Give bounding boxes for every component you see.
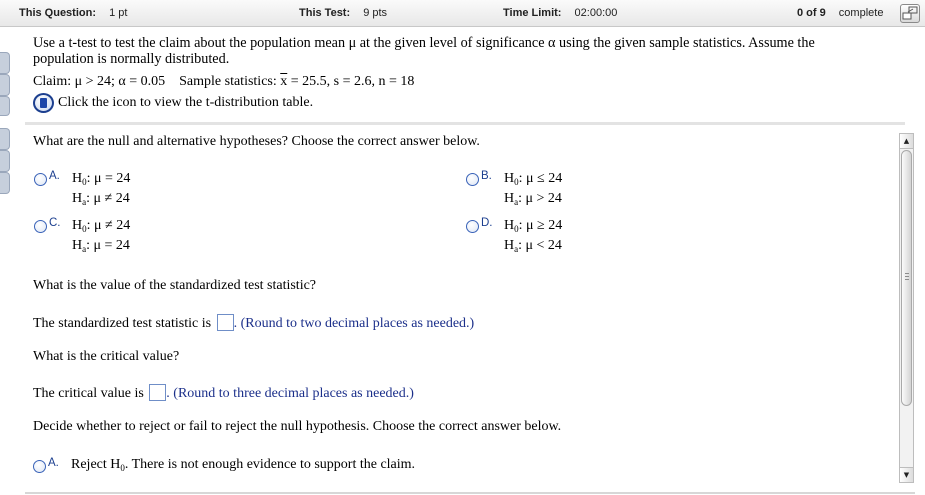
- test-statistic-input[interactable]: [217, 314, 234, 331]
- radio-c[interactable]: [34, 220, 47, 233]
- decision-letter-a: A.: [48, 457, 59, 469]
- hypothesis-option-a[interactable]: [34, 171, 414, 215]
- option-letter-b: B.: [481, 170, 492, 182]
- null-hypothesis-a: $H_0$: μ = 24: [72, 171, 131, 187]
- critical-value-prompt: What is the critical value?: [33, 349, 180, 364]
- sample-stats-label: Sample statistics:: [179, 74, 281, 89]
- test-statistic-prompt: What is the value of the standardized test statistic?: [33, 278, 317, 293]
- progress-label: complete: [838, 7, 884, 19]
- claim-line: [33, 74, 414, 90]
- radio-b[interactable]: [466, 173, 479, 186]
- null-hypothesis-d: $H_0$: μ ≥ 24: [504, 218, 563, 234]
- expand-window-button[interactable]: [900, 4, 920, 23]
- side-tab-2[interactable]: [0, 74, 10, 96]
- expand-window-icon: [902, 6, 918, 21]
- hypothesis-option-b[interactable]: [466, 171, 846, 215]
- null-hypothesis-c: $H_0$: μ ≠ 24: [72, 218, 131, 234]
- critical-value-input[interactable]: [149, 384, 166, 401]
- scroll-thumb[interactable]: [901, 150, 912, 406]
- this-test-info: [299, 7, 387, 19]
- assignment-header: [0, 0, 925, 27]
- progress-count: 0 of 9: [797, 7, 826, 19]
- section-divider: [25, 122, 905, 125]
- time-limit-label: Time Limit:: [503, 7, 562, 19]
- test-statistic-note: . (Round to two decimal places as needed.): [233, 316, 475, 331]
- this-test-label: This Test:: [299, 7, 351, 19]
- critical-value-lead: The critical value is: [33, 386, 148, 401]
- critical-value-line: [33, 384, 414, 402]
- alt-hypothesis-c: $H_a$: μ = 24: [72, 238, 130, 254]
- test-statistic-lead: The standardized test statistic is: [33, 316, 215, 331]
- this-test-points: 9 pts: [363, 7, 388, 19]
- hypotheses-prompt: What are the null and alternative hypotheses? Choose the correct answer below.: [33, 134, 480, 149]
- null-hypothesis-b: $H_0$: μ ≤ 24: [504, 171, 563, 187]
- scroll-down-icon[interactable]: ▼: [900, 467, 913, 482]
- side-tab-3[interactable]: [0, 96, 10, 116]
- decision-text-a: Reject $H_0$. There is not enough evidence to support the claim.: [71, 457, 416, 473]
- decision-option-a[interactable]: [33, 457, 633, 477]
- bottom-border: [25, 492, 915, 494]
- answer-scrollbar[interactable]: [899, 133, 914, 483]
- radio-d[interactable]: [466, 220, 479, 233]
- time-limit-info: [503, 7, 617, 19]
- alt-hypothesis-d: $H_a$: μ < 24: [504, 238, 562, 254]
- alt-hypothesis-b: $H_a$: μ > 24: [504, 191, 562, 207]
- alt-hypothesis-a: $H_a$: μ ≠ 24: [72, 191, 130, 207]
- sample-mean-symbol: $\overline{x}$: [280, 74, 288, 89]
- t-table-link[interactable]: [33, 93, 313, 113]
- side-tab-5[interactable]: [0, 150, 10, 172]
- time-limit-value: 02:00:00: [574, 7, 618, 19]
- hypothesis-option-c[interactable]: [34, 218, 414, 262]
- answer-pane: [25, 126, 899, 495]
- side-tab-4[interactable]: [0, 128, 10, 150]
- option-letter-a: A.: [49, 170, 60, 182]
- scroll-up-icon[interactable]: ▲: [900, 134, 913, 149]
- this-question-points: 1 pt: [109, 7, 128, 19]
- this-question-label: This Question:: [19, 7, 96, 19]
- hypothesis-option-d[interactable]: [466, 218, 846, 262]
- claim-text: Claim: μ > 24; α = 0.05: [33, 74, 166, 89]
- sample-stats-values: = 25.5, s = 2.6, n = 18: [287, 74, 415, 89]
- t-table-book-icon[interactable]: [33, 93, 54, 113]
- option-letter-c: C.: [49, 217, 61, 229]
- decision-prompt: Decide whether to reject or fail to reject the null hypothesis. Choose the correct answer below.: [33, 419, 562, 434]
- progress-info: [797, 7, 883, 19]
- side-tab-6[interactable]: [0, 172, 10, 194]
- radio-a[interactable]: [34, 173, 47, 186]
- t-table-link-text: Click the icon to view the t-distribution table.: [58, 95, 314, 110]
- test-statistic-line: [33, 314, 474, 332]
- question-stem: Use a t-test to test the claim about the population mean μ at the given level of significance α using the given sample statistics. Assume the population is normally distributed.: [33, 35, 815, 67]
- critical-value-note: . (Round to three decimal places as needed.): [166, 386, 414, 401]
- side-tab-1[interactable]: [0, 52, 10, 74]
- this-question-info: [19, 7, 127, 19]
- decision-radio-a[interactable]: [33, 460, 46, 473]
- option-letter-d: D.: [481, 217, 493, 229]
